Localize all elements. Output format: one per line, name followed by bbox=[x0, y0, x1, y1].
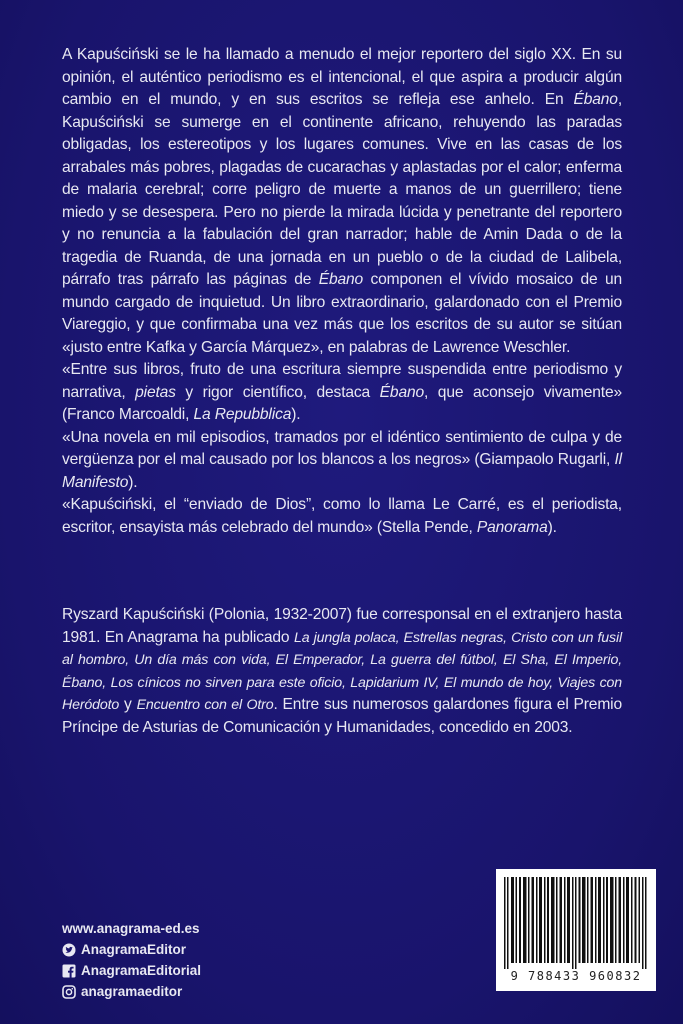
quote-text: «Una novela en mil episodios, tramados por el idéntico sentimiento de culpa y de vergüenza por el mal causado por los blancos a los negros» (Giampaolo Rugarli, bbox=[62, 428, 622, 468]
quote-source: Panorama bbox=[476, 518, 548, 536]
facebook-handle[interactable]: AnagramaEditorial bbox=[81, 963, 202, 978]
blurb-text-span: A Kapuściński se le ha llamado a menudo el mejor reportero del siglo XX. En su opinión, el auténtico periodismo es el intencional, el que aspira a producir algún cambio en el mundo, y en sus escritos se refleja ese anhelo. En bbox=[62, 46, 622, 108]
italic-word: pietas bbox=[135, 383, 176, 401]
isbn-barcode bbox=[496, 869, 656, 991]
quote-text: y rigor científico, destaca bbox=[175, 383, 380, 401]
bio-text: y bbox=[119, 696, 137, 713]
review-quote-marcoaldi bbox=[62, 359, 622, 427]
bio-book-titles: La jungla polaca, Estrellas negras, Cristo con un fusil al hombro, Un día más con vida, El Emperador, La guerra del fútbol, El Sha, El Imperio, Ébano, Los cínicos no sirven para este oficio, Lapidarium IV, El mundo de hoy, Viajes con Heródoto bbox=[62, 629, 622, 713]
twitter-icon bbox=[62, 943, 76, 957]
book-title-italic: Ébano bbox=[379, 383, 425, 401]
website-text[interactable]: www.anagrama-ed.es bbox=[62, 921, 200, 936]
quote-source: Il Manifesto bbox=[62, 451, 622, 491]
quote-text: ). bbox=[547, 518, 557, 536]
quote-source: La Repubblica bbox=[193, 406, 292, 423]
author-bio-paragraph bbox=[62, 604, 622, 739]
blurb-text bbox=[62, 44, 622, 539]
bio-text: Ryszard Kapuściński (Polonia, 1932-2007) fue corresponsal en el extranjero hasta 1981. En Anagrama ha publicado bbox=[62, 606, 622, 646]
isbn-number: 9 788433 960832 bbox=[510, 969, 642, 983]
publisher-links bbox=[62, 918, 201, 1002]
blurb-text-span: , Kapuściński se sumerge en el continente africano, rehuyendo las paradas obligadas, los estereotipos y los lugares comunes. Vive en las casas de los arrabales más pobres, plagadas de cucarachas y aplastadas por el calor; enferma de malaria cerebral; corre peligro de muerte a manos de un guerrillero; tiene miedo y se desespera. Pero no pierde la mirada lúcida y penetrante del reportero y no renuncia a la fabulación del gran narrador; hable de Amin Dada o de la tragedia de Ruanda, de una jornada en un pueblo o de la ciudad de Lalibela, párrafo tras párrafo las páginas de bbox=[62, 91, 622, 288]
instagram-icon bbox=[62, 985, 76, 999]
quote-text: ). bbox=[291, 406, 301, 423]
twitter-handle[interactable]: AnagramaEditor bbox=[81, 942, 187, 957]
quote-text: ). bbox=[128, 473, 138, 491]
blurb-paragraph bbox=[62, 44, 622, 359]
quote-text: , que aconsejo vivamente» (Franco Marcoaldi, bbox=[62, 383, 623, 423]
instagram-handle[interactable]: anagramaeditor bbox=[81, 984, 183, 999]
barcode-icon bbox=[502, 877, 650, 969]
facebook-link[interactable] bbox=[62, 960, 201, 981]
bio-book-title: Encuentro con el Otro bbox=[136, 697, 274, 713]
book-title-italic: Ébano bbox=[318, 271, 364, 288]
bio-text: . Entre sus numerosos galardones figura el Premio Príncipe de Asturias de Comunicación y Humanidades, concedido en 2003. bbox=[62, 696, 622, 736]
review-quote-pende bbox=[62, 494, 622, 539]
blurb-text-span: componen el vívido mosaico de un mundo cargado de inquietud. Un libro extraordinario, galardonado con el Premio Viareggio, y que confirmaba una vez más que los escritos de su autor se sitúan «justo entre Kafka y García Márquez», en palabras de Lawrence Weschler. bbox=[62, 271, 622, 356]
quote-text: «Kapuściński, el “enviado de Dios”, como lo llama Le Carré, es el periodista, escritor, ensayista más celebrado del mundo» (Stella Pende, bbox=[62, 496, 622, 536]
website-link[interactable] bbox=[62, 918, 201, 939]
review-quote-rugarli bbox=[62, 427, 622, 495]
quote-text: «Entre sus libros, fruto de una escritura siempre suspendida entre periodismo y narrativa, bbox=[62, 361, 622, 401]
facebook-icon bbox=[62, 964, 76, 978]
book-title-italic: Ébano bbox=[573, 91, 618, 108]
twitter-link[interactable] bbox=[62, 939, 201, 960]
instagram-link[interactable] bbox=[62, 981, 201, 1002]
author-bio bbox=[62, 604, 622, 739]
